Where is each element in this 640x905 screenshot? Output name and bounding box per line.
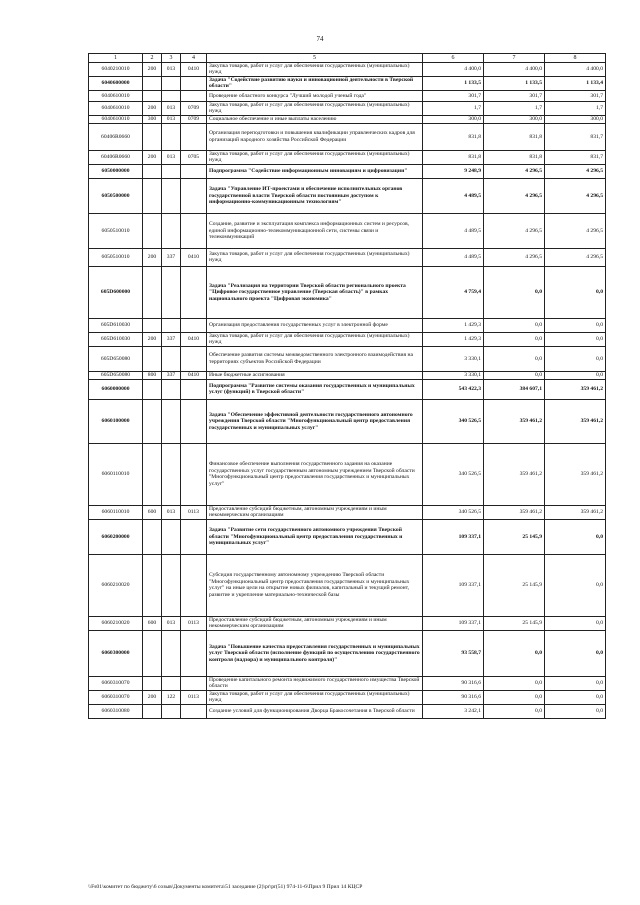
cell-code: 6060110010: [89, 443, 143, 505]
table-row: [89, 379, 606, 399]
table-row: [89, 371, 606, 379]
cell-amount-col7: 4 400,0: [484, 63, 545, 77]
cell-code: 605D650080: [89, 371, 143, 379]
cell-amount-col6: 340 526,5: [423, 399, 484, 443]
cell-amount-col8: 0,0: [545, 332, 606, 346]
cell-amount-col6: 4 489,5: [423, 178, 484, 213]
cell-type: [143, 90, 162, 101]
table-row: [89, 115, 606, 123]
cell-amount-col6: 93 558,7: [423, 630, 484, 676]
cell-name: Обеспечение развития системы межведомственного электронного взаимодействия на территориях субъектов Российской Федерации: [207, 346, 423, 371]
cell-name: Предоставление субсидий бюджетным, автономным учреждениям и иным некоммерческим организациям: [207, 616, 423, 630]
cell-amount-col6: 3 330,1: [423, 346, 484, 371]
cell-admin: [162, 318, 181, 332]
table-row: [89, 616, 606, 630]
table-row: [89, 704, 606, 718]
cell-admin: [162, 178, 181, 213]
cell-amount-col8: 0,0: [545, 519, 606, 554]
cell-name: Закупка товаров, работ и услуг для обеспечения государственных (муниципальных) нужд: [207, 63, 423, 77]
cell-admin: 013: [162, 150, 181, 164]
column-number: 2: [143, 54, 162, 63]
cell-code: 6060210020: [89, 616, 143, 630]
cell-amount-col7: 4 296,5: [484, 213, 545, 248]
cell-type: 200: [143, 248, 162, 266]
cell-code: 6040610010: [89, 115, 143, 123]
cell-amount-col6: 1 133,5: [423, 76, 484, 90]
cell-amount-col8: 0,0: [545, 630, 606, 676]
table-row: [89, 630, 606, 676]
cell-amount-col8: 4 296,5: [545, 248, 606, 266]
cell-section: [181, 704, 207, 718]
cell-section: [181, 178, 207, 213]
cell-code: 6060300000: [89, 630, 143, 676]
cell-amount-col8: 359 461,2: [545, 379, 606, 399]
cell-amount-col8: 359 461,2: [545, 399, 606, 443]
cell-code: 6040610010: [89, 90, 143, 101]
cell-amount-col7: 25 145,9: [484, 554, 545, 616]
cell-code: 6060100000: [89, 399, 143, 443]
cell-section: 0410: [181, 332, 207, 346]
cell-type: [143, 379, 162, 399]
cell-section: [181, 266, 207, 318]
cell-amount-col7: 1,7: [484, 101, 545, 115]
table-row: [89, 213, 606, 248]
cell-amount-col8: 300,0: [545, 115, 606, 123]
cell-name: Закупка товаров, работ и услуг для обеспечения государственных (муниципальных) нужд: [207, 101, 423, 115]
cell-amount-col8: 301,7: [545, 90, 606, 101]
cell-amount-col7: 0,0: [484, 630, 545, 676]
cell-amount-col6: 4 489,5: [423, 248, 484, 266]
cell-code: 60406R0660: [89, 123, 143, 150]
cell-type: [143, 399, 162, 443]
cell-amount-col7: 4 296,5: [484, 178, 545, 213]
cell-amount-col7: 25 145,9: [484, 616, 545, 630]
table-row: [89, 554, 606, 616]
cell-admin: [162, 443, 181, 505]
cell-name: Предоставление субсидий бюджетным, автономным учреждениям и иным некоммерческим организациям: [207, 505, 423, 519]
table-row: [89, 266, 606, 318]
cell-name: Иные бюджетные ассигнования: [207, 371, 423, 379]
cell-amount-col8: 4 400,0: [545, 63, 606, 77]
table-row: [89, 76, 606, 90]
cell-section: [181, 318, 207, 332]
cell-section: 0705: [181, 150, 207, 164]
cell-code: 605D610030: [89, 318, 143, 332]
cell-code: 6060210020: [89, 554, 143, 616]
cell-amount-col8: 0,0: [545, 266, 606, 318]
cell-amount-col7: 301,7: [484, 90, 545, 101]
cell-amount-col8: 1,7: [545, 101, 606, 115]
cell-code: 6060310070: [89, 676, 143, 690]
table-row: [89, 101, 606, 115]
cell-type: 200: [143, 101, 162, 115]
cell-section: [181, 164, 207, 178]
cell-amount-col7: 359 461,2: [484, 443, 545, 505]
cell-type: [143, 213, 162, 248]
table-row: [89, 332, 606, 346]
budget-table: [88, 53, 606, 719]
cell-code: 6050510010: [89, 248, 143, 266]
cell-amount-col8: 4 296,5: [545, 164, 606, 178]
cell-amount-col6: 831,8: [423, 123, 484, 150]
cell-amount-col6: 90 316,6: [423, 676, 484, 690]
cell-amount-col8: 0,0: [545, 318, 606, 332]
cell-amount-col7: 384 607,1: [484, 379, 545, 399]
cell-amount-col6: 3 242,1: [423, 704, 484, 718]
cell-amount-col6: 3 330,1: [423, 371, 484, 379]
column-number: 6: [423, 54, 484, 63]
cell-name: Создание условий для функционирования Дворца Бракосочетания в Тверской области: [207, 704, 423, 718]
cell-amount-col6: 4 489,5: [423, 213, 484, 248]
cell-section: [181, 379, 207, 399]
cell-admin: 337: [162, 332, 181, 346]
cell-section: [181, 76, 207, 90]
cell-admin: [162, 266, 181, 318]
cell-amount-col6: 109 337,1: [423, 554, 484, 616]
cell-type: [143, 443, 162, 505]
cell-amount-col7: 0,0: [484, 690, 545, 704]
cell-code: 6060200000: [89, 519, 143, 554]
cell-section: [181, 346, 207, 371]
cell-amount-col7: 0,0: [484, 704, 545, 718]
cell-amount-col6: 1,7: [423, 101, 484, 115]
cell-name: Закупка товаров, работ и услуг для обеспечения государственных (муниципальных) нужд: [207, 150, 423, 164]
cell-amount-col6: 4 400,0: [423, 63, 484, 77]
table-row: [89, 150, 606, 164]
cell-type: 300: [143, 115, 162, 123]
cell-name: Задача "Управление ИТ-проектами и обеспечение исполнительных органов государственной власти Тверской области постоянным доступом к информационно-коммуникационным технологиям": [207, 178, 423, 213]
cell-amount-col7: 0,0: [484, 332, 545, 346]
cell-amount-col6: 340 526,5: [423, 443, 484, 505]
cell-name: Социальное обеспечение и иные выплаты населению: [207, 115, 423, 123]
cell-amount-col8: 0,0: [545, 371, 606, 379]
cell-admin: [162, 554, 181, 616]
file-path-footer: \\Fs01\комитет по бюджету\6 созыв\Документы комитета\51 заседание (2)\pr\pr(51) 974-11-6\Прил 9 Прил 14 КЦСР: [88, 884, 363, 890]
cell-amount-col6: 1 429,3: [423, 318, 484, 332]
cell-section: [181, 554, 207, 616]
cell-code: 6060110010: [89, 505, 143, 519]
column-number: 7: [484, 54, 545, 63]
cell-type: 200: [143, 150, 162, 164]
cell-section: 0113: [181, 505, 207, 519]
cell-admin: [162, 399, 181, 443]
cell-amount-col7: 0,0: [484, 676, 545, 690]
cell-amount-col7: 0,0: [484, 318, 545, 332]
cell-amount-col8: 0,0: [545, 346, 606, 371]
cell-section: 0709: [181, 115, 207, 123]
cell-section: [181, 90, 207, 101]
cell-type: 200: [143, 690, 162, 704]
cell-type: [143, 266, 162, 318]
cell-section: 0113: [181, 690, 207, 704]
cell-amount-col7: 4 296,5: [484, 248, 545, 266]
cell-type: 200: [143, 63, 162, 77]
cell-name: Закупка товаров, работ и услуг для обеспечения государственных (муниципальных) нужд: [207, 332, 423, 346]
cell-amount-col8: 831,7: [545, 123, 606, 150]
cell-admin: [162, 346, 181, 371]
cell-section: 0410: [181, 63, 207, 77]
cell-section: [181, 123, 207, 150]
cell-admin: 013: [162, 101, 181, 115]
cell-code: 6060310070: [89, 690, 143, 704]
column-number: 3: [162, 54, 181, 63]
cell-amount-col6: 1 429,3: [423, 332, 484, 346]
cell-admin: [162, 90, 181, 101]
cell-name: Подпрограмма "Развитие системы оказания государственных и муниципальных услуг (функций) в Тверской области": [207, 379, 423, 399]
table-row: [89, 63, 606, 77]
cell-amount-col8: 0,0: [545, 676, 606, 690]
cell-section: 0410: [181, 248, 207, 266]
cell-name: Проведение капитального ремонта недвижимого государственного имущества Тверской области: [207, 676, 423, 690]
cell-amount-col7: 4 296,5: [484, 164, 545, 178]
cell-name: Закупка товаров, работ и услуг для обеспечения государственных (муниципальных) нужд: [207, 248, 423, 266]
cell-amount-col6: 9 248,9: [423, 164, 484, 178]
cell-name: Закупка товаров, работ и услуг для обеспечения государственных (муниципальных) нужд: [207, 690, 423, 704]
cell-amount-col8: 0,0: [545, 616, 606, 630]
cell-amount-col7: 25 145,9: [484, 519, 545, 554]
cell-code: 6050000000: [89, 164, 143, 178]
cell-section: [181, 213, 207, 248]
page-number: 74: [316, 35, 324, 43]
cell-type: [143, 346, 162, 371]
cell-type: [143, 676, 162, 690]
cell-amount-col7: 831,8: [484, 150, 545, 164]
cell-amount-col6: 831,8: [423, 150, 484, 164]
cell-admin: [162, 379, 181, 399]
cell-code: 605D600000: [89, 266, 143, 318]
cell-admin: [162, 519, 181, 554]
cell-amount-col7: 359 461,2: [484, 505, 545, 519]
cell-name: Субсидия государственному автономному учреждению Тверской области "Многофункциональный центр предоставления государственных и муниципальных услуг" на иные цели на открытие новых филиалов, капитальный и текущий ремонт, развитие и укрепление материально-технической базы: [207, 554, 423, 616]
table-row: [89, 318, 606, 332]
cell-admin: [162, 630, 181, 676]
cell-code: 6040600000: [89, 76, 143, 90]
cell-amount-col6: 301,7: [423, 90, 484, 101]
cell-admin: [162, 123, 181, 150]
cell-section: [181, 676, 207, 690]
cell-admin: 013: [162, 63, 181, 77]
cell-type: [143, 76, 162, 90]
column-number-row: [89, 54, 606, 63]
column-number: 8: [545, 54, 606, 63]
table-row: [89, 676, 606, 690]
cell-code: 605D650080: [89, 346, 143, 371]
table-row: [89, 505, 606, 519]
cell-admin: 013: [162, 115, 181, 123]
cell-amount-col8: 831,7: [545, 150, 606, 164]
table-row: [89, 164, 606, 178]
cell-admin: [162, 213, 181, 248]
cell-amount-col7: 0,0: [484, 371, 545, 379]
cell-code: 6060000000: [89, 379, 143, 399]
cell-type: [143, 519, 162, 554]
cell-amount-col7: 1 133,5: [484, 76, 545, 90]
cell-amount-col8: 0,0: [545, 704, 606, 718]
cell-amount-col6: 109 337,1: [423, 519, 484, 554]
cell-section: [181, 630, 207, 676]
cell-code: 605D610030: [89, 332, 143, 346]
cell-amount-col7: 300,0: [484, 115, 545, 123]
cell-section: [181, 399, 207, 443]
cell-type: 600: [143, 616, 162, 630]
cell-code: 6050510010: [89, 213, 143, 248]
cell-name: Подпрограмма "Содействие информационным инновациям и цифровизации": [207, 164, 423, 178]
cell-type: [143, 630, 162, 676]
cell-name: Задача "Реализация на территории Тверской области регионального проекта "Цифровое государственное управление (Тверская область)" в рамках национального проекта "Цифровая экономика": [207, 266, 423, 318]
cell-name: Финансовое обеспечение выполнения государственного задания на оказание государственных услуг государственным автономным учреждением Тверской области "Многофункциональный центр предоставления государственных и муниципальных услуг": [207, 443, 423, 505]
column-number: 4: [181, 54, 207, 63]
cell-amount-col8: 1 133,4: [545, 76, 606, 90]
cell-admin: [162, 704, 181, 718]
cell-amount-col6: 340 526,5: [423, 505, 484, 519]
cell-name: Задача "Развитие сети государственного автономного учреждения Тверской области "Многофункциональный центр предоставления государственных и муниципальных услуг": [207, 519, 423, 554]
table-row: [89, 519, 606, 554]
table-row: [89, 443, 606, 505]
cell-name: Создание, развитие и эксплуатация комплекса информационных систем и ресурсов, единой информационно-телекоммуникационной сети, системы связи и телекоммуникаций: [207, 213, 423, 248]
table-row: [89, 690, 606, 704]
cell-amount-col6: 90 316,6: [423, 690, 484, 704]
cell-amount-col8: 359 461,2: [545, 505, 606, 519]
cell-name: Организация предоставления государственных услуг в электронной форме: [207, 318, 423, 332]
cell-code: 6060310080: [89, 704, 143, 718]
cell-section: 0709: [181, 101, 207, 115]
cell-section: 0410: [181, 371, 207, 379]
cell-admin: [162, 76, 181, 90]
cell-admin: 122: [162, 690, 181, 704]
cell-type: [143, 704, 162, 718]
cell-type: [143, 164, 162, 178]
cell-amount-col6: 4 759,4: [423, 266, 484, 318]
cell-code: 6050500000: [89, 178, 143, 213]
cell-name: Задача "Обеспечение эффективной деятельности государственного автономного учреждения Тверской области "Многофункциональный центр предоставления государственных и муниципальных услуг": [207, 399, 423, 443]
cell-type: 800: [143, 371, 162, 379]
cell-amount-col6: 543 422,3: [423, 379, 484, 399]
cell-name: Проведение областного конкурса "Лучший молодой ученый года": [207, 90, 423, 101]
cell-section: 0113: [181, 616, 207, 630]
column-number: 1: [89, 54, 143, 63]
cell-amount-col6: 109 337,1: [423, 616, 484, 630]
table-row: [89, 248, 606, 266]
table-row: [89, 399, 606, 443]
cell-name: Организация переподготовки и повышения квалификации управленческих кадров для организаций народного хозяйства Российской Федерации: [207, 123, 423, 150]
cell-amount-col8: 0,0: [545, 554, 606, 616]
table-row: [89, 90, 606, 101]
cell-name: Задача "Содействие развитию науки и инновационной деятельности в Тверской области": [207, 76, 423, 90]
cell-amount-col8: 4 296,5: [545, 178, 606, 213]
cell-admin: 337: [162, 248, 181, 266]
cell-admin: 013: [162, 505, 181, 519]
cell-amount-col7: 0,0: [484, 266, 545, 318]
cell-type: [143, 178, 162, 213]
cell-section: [181, 519, 207, 554]
cell-admin: 337: [162, 371, 181, 379]
cell-admin: [162, 164, 181, 178]
cell-code: 6040610010: [89, 101, 143, 115]
table-row: [89, 123, 606, 150]
cell-type: 600: [143, 505, 162, 519]
cell-amount-col8: 4 296,5: [545, 213, 606, 248]
cell-type: [143, 123, 162, 150]
cell-code: 60406R0660: [89, 150, 143, 164]
cell-section: [181, 443, 207, 505]
cell-amount-col7: 359 461,2: [484, 399, 545, 443]
cell-amount-col7: 831,8: [484, 123, 545, 150]
cell-amount-col8: 359 461,2: [545, 443, 606, 505]
cell-admin: 013: [162, 616, 181, 630]
cell-type: [143, 318, 162, 332]
cell-amount-col7: 0,0: [484, 346, 545, 371]
cell-name: Задача "Повышение качества предоставления государственных и муниципальных услуг Тверской области (исполнение функций по осуществлению государственного контроля (надзора) и муниципального контроля)": [207, 630, 423, 676]
cell-admin: [162, 676, 181, 690]
column-number: 5: [207, 54, 423, 63]
cell-amount-col8: 0,0: [545, 690, 606, 704]
cell-code: 6040210010: [89, 63, 143, 77]
cell-type: 200: [143, 332, 162, 346]
table-row: [89, 346, 606, 371]
cell-amount-col6: 300,0: [423, 115, 484, 123]
cell-type: [143, 554, 162, 616]
table-row: [89, 178, 606, 213]
